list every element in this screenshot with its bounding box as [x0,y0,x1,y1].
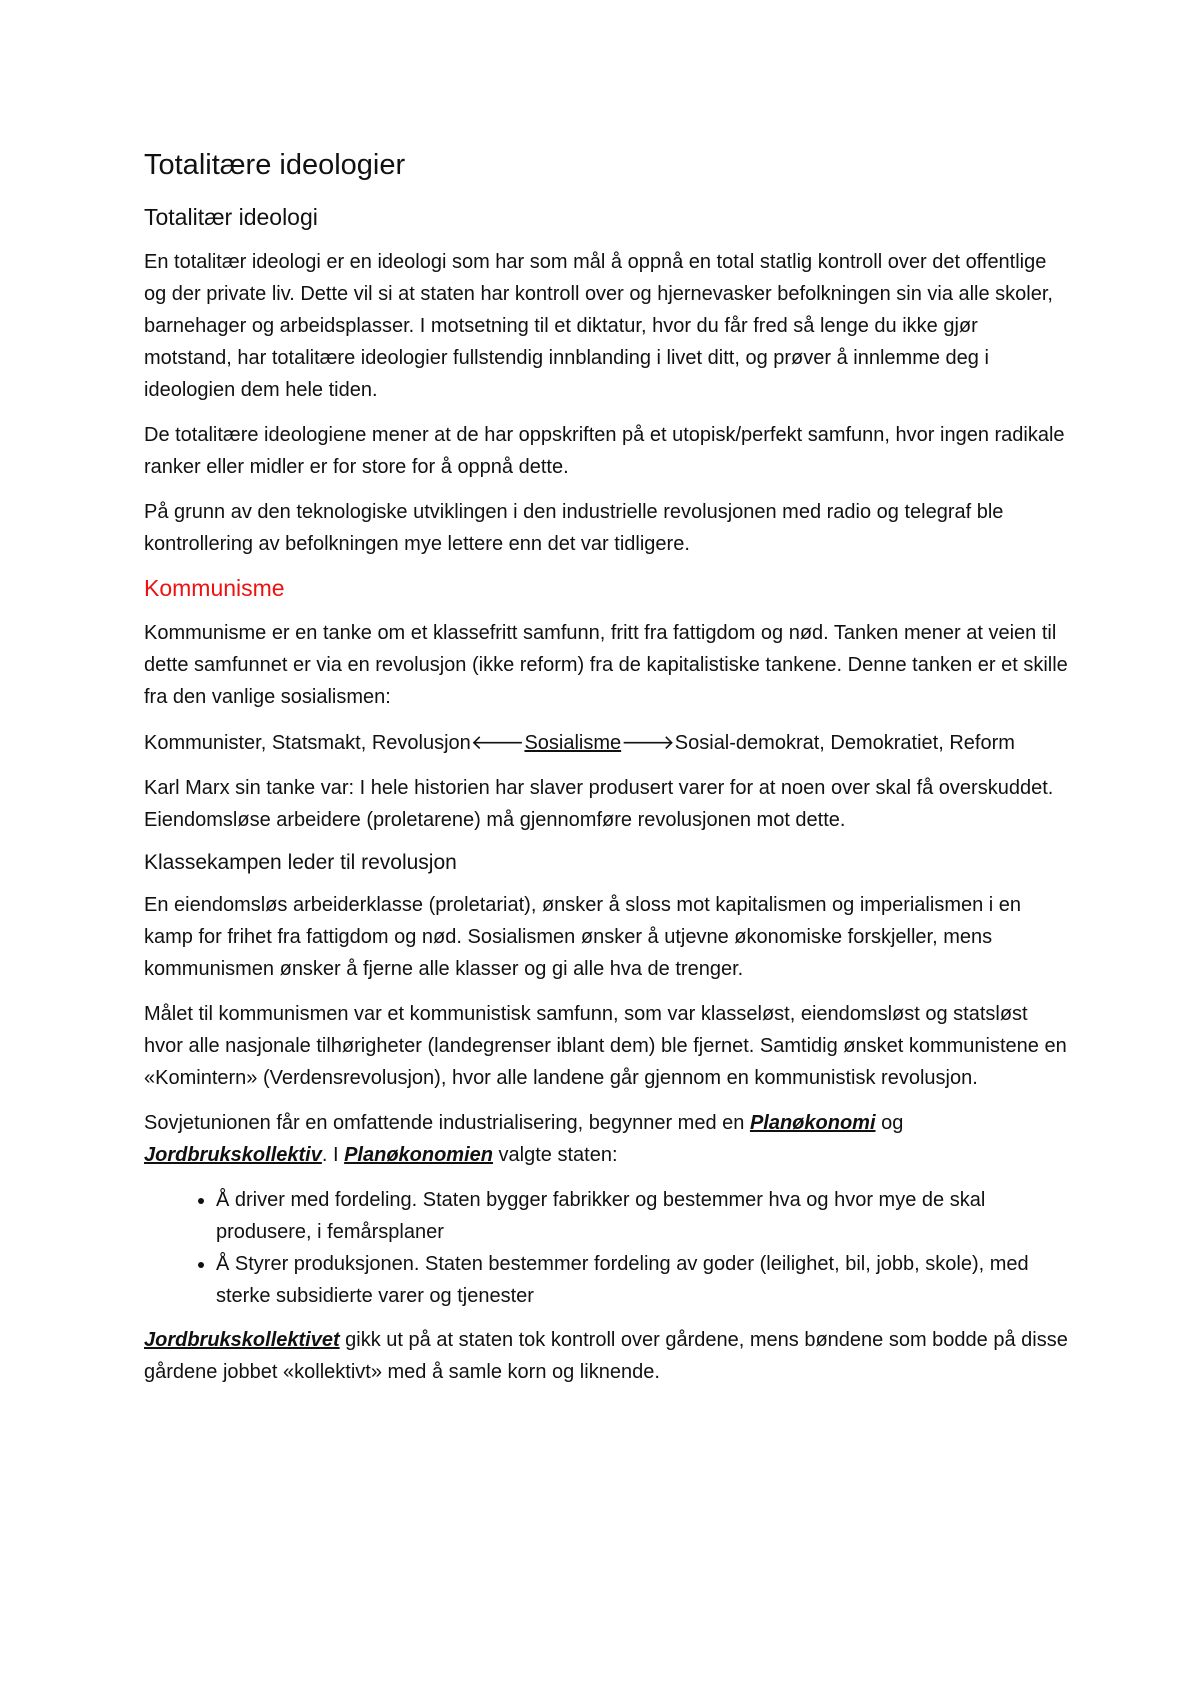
arrow-right-icon: 🡒 [621,730,675,754]
paragraph-karl-marx: Karl Marx sin tanke var: I hele historien har slaver produsert varer for at noen over skal få overskuddet. Eiendomsløse arbeidere (proletarene) må gjennomføre revolusjonen mot dette. [144,777,1054,831]
text-segment: gikk ut på at staten tok kontroll over gårdene, mens bøndene som bodde på disse gårdene jobbet «kollektivt» med å samle korn og liknende. [144,1329,1068,1383]
document-title: Totalitære ideologier [144,149,406,181]
list-item: • Å driver med fordeling. Staten bygger fabrikker og bestemmer hva og hvor mye de skal produsere, i femårsplaner [216,1184,1070,1248]
paragraph-sovjetunionen [144,1107,1070,1171]
heading-totalitaer-ideologi: Totalitær ideologi [144,204,318,230]
heading-kommunisme: Kommunisme [144,575,285,601]
paragraph-definition: En totalitær ideologi er en ideologi som har som mål å oppnå en total statlig kontroll over det offentlige og der private liv. Dette vil si at staten har kontroll over og hjernevasker befolkningen sin via alle skoler, barnehager og arbeidsplasser. I motsetning til et diktatur, hvor du får fred så lenge du ikke gjør motstand, har totalitære ideologier fullstendig innblanding i livet ditt, og prøver å innlemme deg i ideologien dem hele tiden. [144,251,1053,401]
bullet-list [144,1184,1070,1312]
paragraph-utopia: De totalitære ideologiene mener at de har oppskriften på et utopisk/perfekt samfunn, hvor ingen radikale ranker eller midler er for store for å oppnå dette. [144,424,1065,478]
paragraph-maalet: Målet til kommunismen var et kommunistisk samfunn, som var klasseløst, eiendomsløst og statsløst hvor alle nasjonale tilhørigheter (landegrenser iblant dem) ble fjernet. Samtidig ønsket kommunistene en «Komintern» (Verdensrevolusjon), hvor alle landene går gjennom en kommunistisk revolusjon. [144,1003,1067,1089]
arrow-left-icon: 🡐 [470,730,525,754]
spectrum-right: Sosial-demokrat, Demokratiet, Reform [674,732,1015,754]
list-item: • Å Styrer produksjonen. Staten bestemmer fordeling av goder (leilighet, bil, jobb, skole), med sterke subsidierte varer og tjenester [216,1248,1070,1312]
paragraph-jordbrukskollektivet [144,1324,1070,1388]
heading-klassekampen: Klassekampen leder til revolusjon [144,851,457,874]
paragraph-kommunisme-intro: Kommunisme er en tanke om et klassefritt samfunn, fritt fra fattigdom og nød. Tanken mener at veien til dette samfunnet er via en revolusjon (ikke reform) fra de kapitalistiske tankene. Denne tanken er et skille fra den vanlige sosialismen: [144,622,1068,708]
term-jordbrukskollektivet: Jordbrukskollektivet [144,1329,340,1351]
spectrum-left: Kommunister, Statsmakt, Revolusjon [144,732,471,754]
spectrum-center: Sosialisme [524,732,622,754]
term-planokonomien: Planøkonomien [344,1144,493,1166]
text-segment: og [875,1112,904,1134]
paragraph-proletariat: En eiendomsløs arbeiderklasse (proletariat), ønsker å sloss mot kapitalismen og imperialismen i en kamp for frihet fra fattigdom og nød. Sosialismen ønsker å utjevne økonomiske forskjeller, mens kommunismen ønsker å fjerne alle klasser og gi alle hva de trenger. [144,894,1022,980]
term-planokonomi: Planøkonomi [749,1112,876,1134]
spectrum-line [144,726,1070,759]
paragraph-technology: På grunn av den teknologiske utviklingen i den industrielle revolusjonen med radio og telegraf ble kontrollering av befolkningen mye lettere enn det var tidligere. [144,501,1004,555]
term-jordbrukskollektiv: Jordbrukskollektiv [144,1144,322,1166]
text-segment: . I [321,1144,345,1166]
text-segment: Sovjetunionen får en omfattende industrialisering, begynner med en [144,1112,750,1134]
text-segment: valgte staten: [492,1144,618,1166]
